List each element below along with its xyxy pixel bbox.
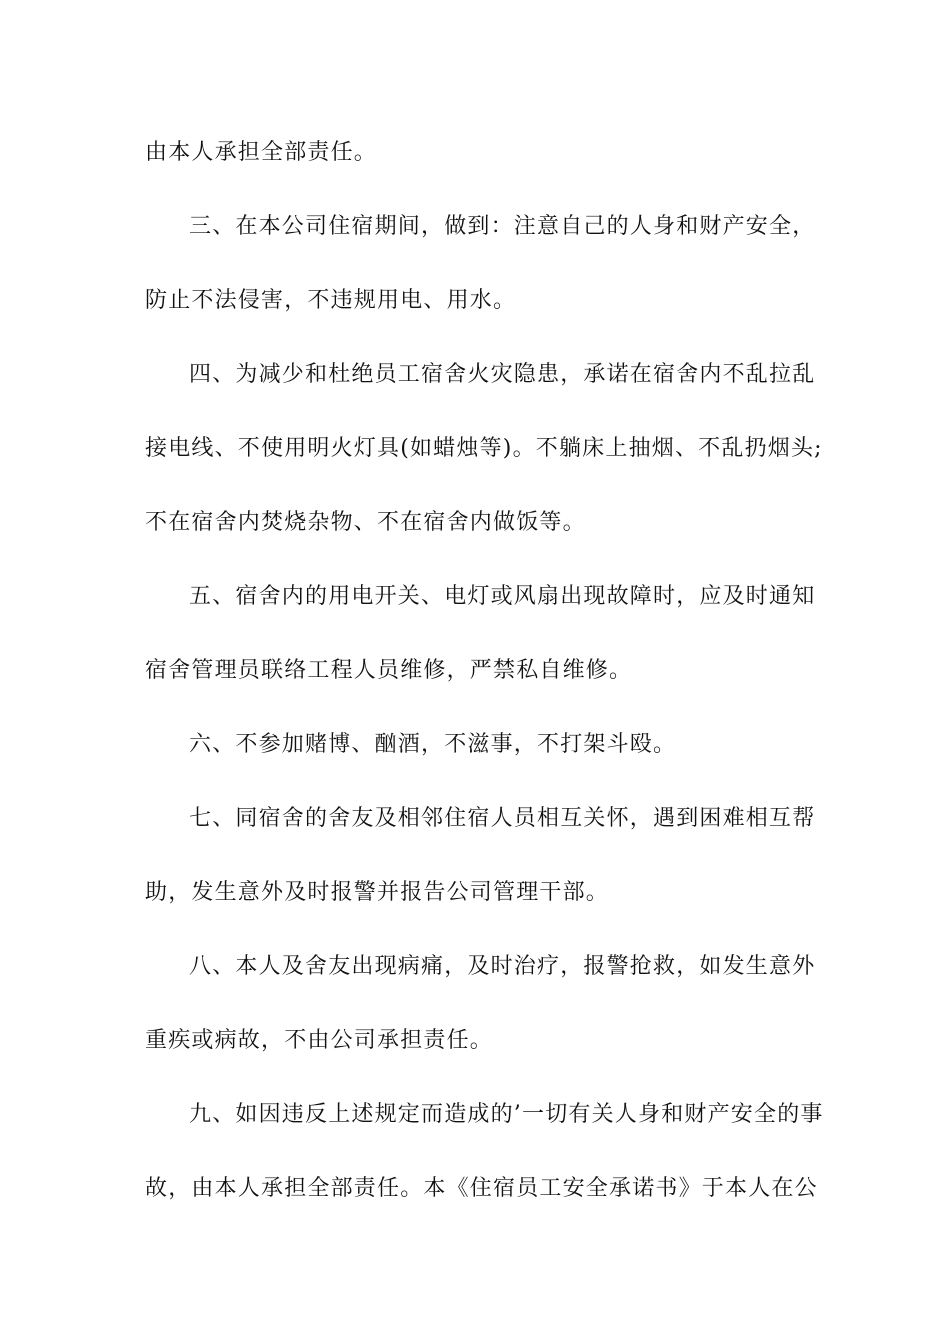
text-line: 由本人承担全部责任。 bbox=[145, 140, 378, 165]
clause-3-line-1: 三、在本公司住宿期间，做到：注意自己的人身和财产安全， bbox=[189, 214, 816, 239]
clause-5-line-1: 五、宿舍内的用电开关、电灯或风扇出现故障时，应及时通知 bbox=[189, 584, 816, 609]
clause-4-line-1: 四、为减少和杜绝员工宿舍火灾隐患，承诺在宿舍内不乱拉乱 bbox=[189, 362, 816, 387]
clause-7-line-2: 助，发生意外及时报警并报告公司管理干部。 bbox=[145, 880, 610, 905]
clause-9-line-1: 九、如因违反上述规定而造成的’一切有关人身和财产安全的事 bbox=[189, 1102, 824, 1127]
clause-4-line-3: 不在宿舍内焚烧杂物、不在宿舍内做饭等。 bbox=[145, 510, 586, 535]
clause-6-line-1: 六、不参加赌博、酗酒，不滋事，不打架斗殴。 bbox=[189, 732, 677, 757]
clause-4-line-2: 接电线、不使用明火灯具(如蜡烛等)。不躺床上抽烟、不乱扔烟头; bbox=[145, 436, 823, 461]
clause-3-line-2: 防止不法侵害，不违规用电、用水。 bbox=[145, 288, 517, 313]
clause-7-line-1: 七、同宿舍的舍友及相邻住宿人员相互关怀，遇到困难相互帮 bbox=[189, 806, 816, 831]
clause-5-line-2: 宿舍管理员联络工程人员维修，严禁私自维修。 bbox=[145, 658, 633, 683]
clause-8-line-1: 八、本人及舍友出现病痛，及时治疗，报警抢救，如发生意外 bbox=[189, 954, 816, 979]
clause-9-line-2: 故，由本人承担全部责任。本《住宿员工安全承诺书》于本人在公 bbox=[145, 1176, 818, 1201]
clause-8-line-2: 重疾或病故，不由公司承担责任。 bbox=[145, 1028, 494, 1053]
